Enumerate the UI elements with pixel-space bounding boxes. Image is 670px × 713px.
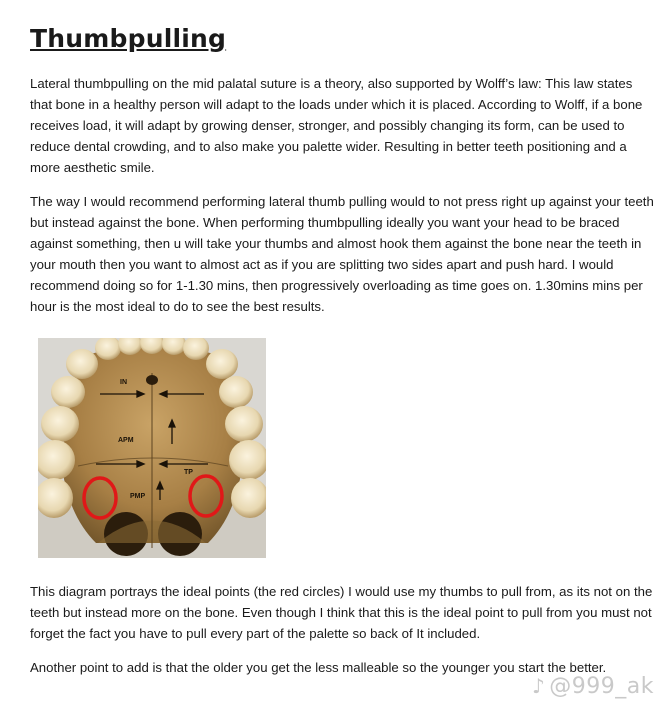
- palate-diagram: [38, 338, 266, 558]
- paragraph-wolffs-law: Lateral thumbpulling on the mid palatal suture is a theory, also supported by Wolff’s law: This law states that bone in a healthy person will adapt to the loads under which it is placed. According to Wolff, if a bone receives load, it will adapt by growing denser, stronger, and possibly changing its form, can be used to reduce dental crowding, and to also make you palette wider. Resulting in better teeth positioning and a more aesthetic smile.: [30, 76, 643, 175]
- label-apm: APM: [118, 437, 134, 444]
- tiktok-icon: ♪: [532, 674, 546, 698]
- label-pmp: PMP: [130, 493, 146, 500]
- document-title: Thumbpulling: [30, 24, 227, 53]
- watermark-handle: @999_ak: [549, 674, 654, 699]
- label-in: IN: [120, 379, 127, 386]
- tiktok-watermark: [532, 674, 654, 699]
- paragraph-age-note: Another point to add is that the older you get the less malleable so the younger you start the better.: [30, 660, 607, 675]
- incisive-foramen: [146, 375, 158, 385]
- paragraph-technique: The way I would recommend performing lateral thumb pulling would to not press right up against your teeth but instead against the bone. When performing thumbpulling ideally you want your head to be braced against something, then u will take your thumbs and almost hook them against the bone near the teeth in your mouth then you want to almost act as if you are splitting two sides apart and push hard. I would recommend doing so for 1-1.30 mins, then progressively overloading as time goes on. 1.30mins mins per hour is the most ideal to do to see the best results.: [30, 194, 654, 314]
- label-tp: TP: [184, 469, 193, 476]
- paragraph-diagram-description: This diagram portrays the ideal points (the red circles) I would use my thumbs to pull from, as its not on the teeth but instead more on the bone. Even though I think that this is the ideal point to pull from you must not forget the fact you have to pull every part of the palette so back of It included.: [30, 584, 653, 641]
